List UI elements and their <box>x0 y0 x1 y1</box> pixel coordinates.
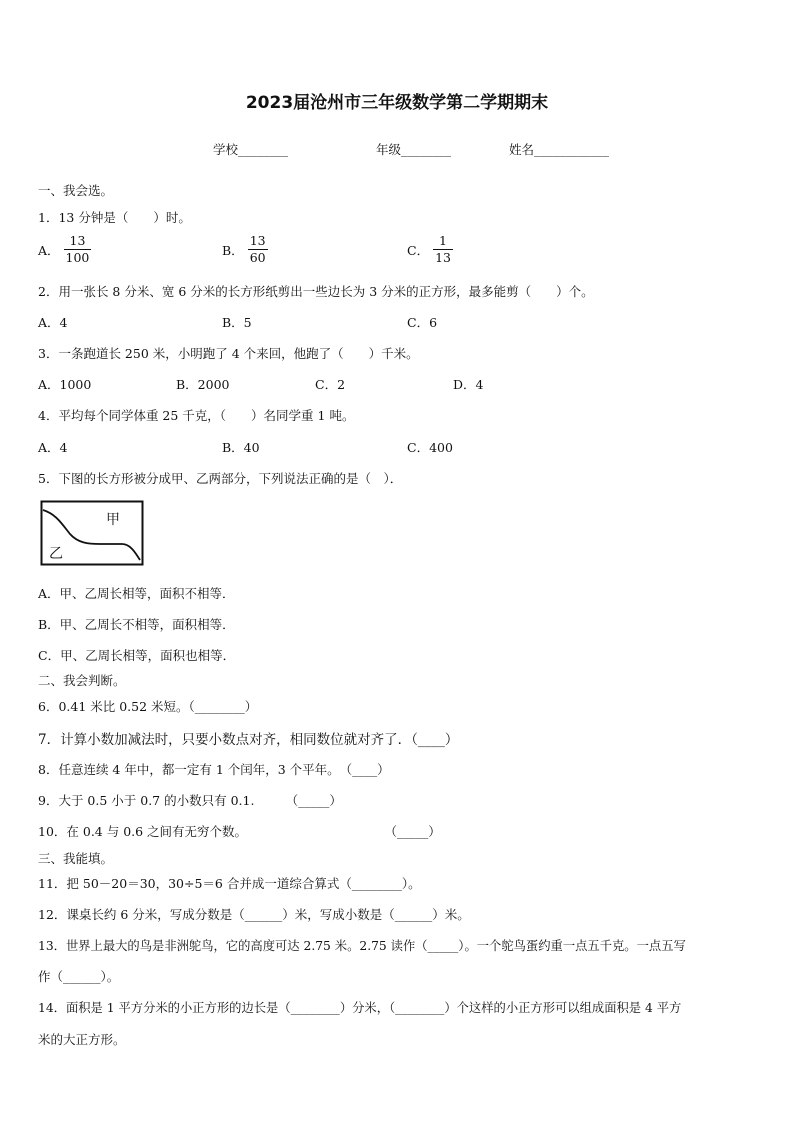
q1-option-c <box>407 233 453 266</box>
question-1: 1．13 分钟是（ ）时。 <box>38 210 191 225</box>
q2-option-b: B．5 <box>222 315 252 330</box>
q3-option-c: C．2 <box>315 377 346 392</box>
q1-option-a-fraction <box>64 233 92 266</box>
page-title: 2023届沧州市三年级数学第二学期期末 <box>245 93 549 113</box>
rectangle-split-figure <box>40 500 144 566</box>
q2-option-c: C．6 <box>407 315 438 330</box>
q4-option-b: B．40 <box>222 440 260 455</box>
question-9: 9．大于 0.5 小于 0.7 的小数只有 0.1. （_____） <box>38 793 342 808</box>
q1-option-c-label: C． <box>407 242 430 258</box>
question-11: 11．把 50－20＝30，30÷5＝6 合并成一道综合算式（________）。 <box>38 876 421 891</box>
q5-option-c: C．甲、乙周长相等，面积也相等． <box>38 648 236 663</box>
q1-c-denominator: 13 <box>435 250 451 265</box>
section-heading-2: 二、我会判断。 <box>38 673 126 688</box>
q1-a-numerator: 13 <box>64 233 92 250</box>
question-5: 5．下图的长方形被分成甲、乙两部分，下列说法正确的是（ ）． <box>38 471 403 486</box>
question-2: 2．用一张长 8 分米、宽 6 分米的长方形纸剪出一些边长为 3 分米的正方形，最多能剪（ ）个。 <box>38 284 594 299</box>
q1-c-numerator: 1 <box>433 233 453 250</box>
q1-option-a-label: A． <box>38 242 60 258</box>
q4-option-c: C．400 <box>407 440 453 455</box>
q3-option-a: A．1000 <box>38 377 92 392</box>
figure-label-yi: 乙 <box>49 546 63 562</box>
q1-option-c-fraction <box>433 233 453 266</box>
section-heading-1: 一、我会选。 <box>38 183 114 198</box>
question-14-line-1: 14．面积是 1 平方分米的小正方形的边长是（________）分米，（________）个这样的小正方形可以组成面积是 4 平方 <box>38 1001 682 1015</box>
q3-option-b: B．2000 <box>176 377 230 392</box>
q5-option-b: B．甲、乙周长不相等，面积相等． <box>38 617 235 632</box>
question-10: 10．在 0.4 与 0.6 之间有无穷个数。 （_____） <box>38 824 441 839</box>
q1-option-b-fraction <box>248 233 268 266</box>
school-field: 学校________ <box>213 142 289 157</box>
figure-label-jia: 甲 <box>106 512 120 528</box>
question-14-line-2: 米的大正方形。 <box>38 1032 126 1047</box>
q1-a-denominator: 100 <box>65 250 90 265</box>
question-8: 8．任意连续 4 年中，都一定有 1 个闰年，3 个平年。 （____） <box>38 762 390 777</box>
q1-b-numerator: 13 <box>249 233 266 248</box>
name-field: 姓名____________ <box>509 142 610 157</box>
q3-option-d: D．4 <box>453 377 484 392</box>
section-heading-3: 三、我能填。 <box>38 851 114 866</box>
q5-option-a: A．甲、乙周长相等，面积不相等． <box>38 586 235 601</box>
question-12: 12．课桌长约 6 分米，写成分数是（______）米，写成小数是（______）米。 <box>38 907 470 922</box>
question-3: 3．一条跑道长 250 米，小明跑了 4 个来回，他跑了（ ）千米。 <box>38 346 419 361</box>
q1-option-a <box>38 233 91 266</box>
question-4: 4．平均每个同学体重 25 千克，（ ）名同学重 1 吨。 <box>38 408 355 423</box>
q2-option-a: A．4 <box>38 315 68 330</box>
q4-option-a: A．4 <box>38 440 68 455</box>
question-13-line-2: 作（______）。 <box>38 969 120 984</box>
q1-b-denominator: 60 <box>249 250 266 265</box>
question-6: 6．0.41 米比 0.52 米短。（________） <box>38 699 258 714</box>
question-7: 7．计算小数加减法时，只要小数点对齐，相同数位就对齐了．（____） <box>38 732 459 748</box>
q1-option-b-label: B． <box>222 242 244 258</box>
grade-field: 年级________ <box>376 142 452 157</box>
question-13-line-1: 13．世界上最大的鸟是非洲鸵鸟，它的高度可达 2.75 米。2.75 读作（_____）。一个鸵鸟蛋约重一点五千克。一点五写 <box>38 939 686 953</box>
q1-option-b <box>222 233 268 266</box>
